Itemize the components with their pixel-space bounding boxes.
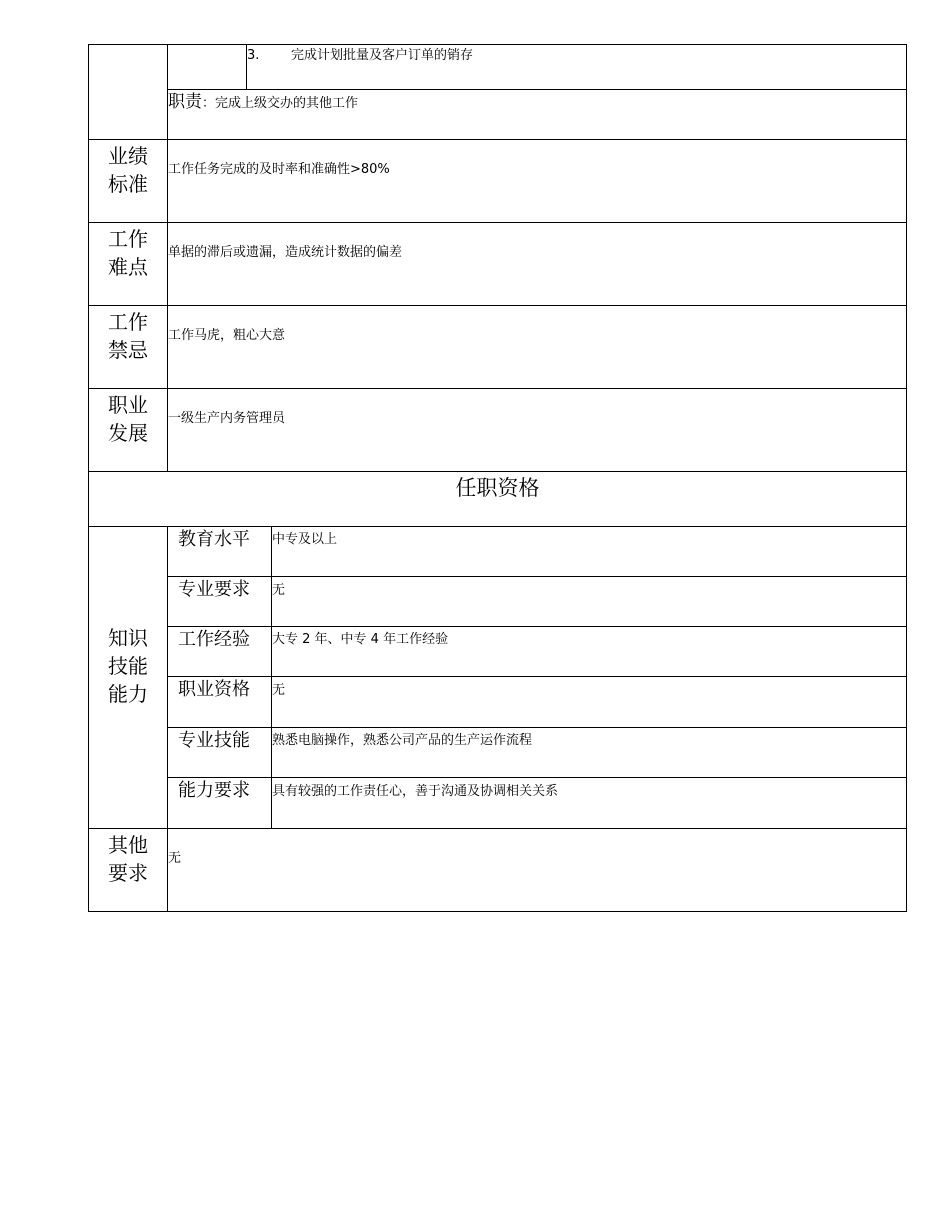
major-requirement-label-cell bbox=[167, 576, 272, 627]
performance-standard-value: 工作任务完成的及时率和准确性>80% bbox=[168, 162, 390, 177]
work-experience-value-cell bbox=[271, 626, 907, 677]
ability-requirement-label-cell bbox=[167, 777, 272, 829]
work-experience-label-cell bbox=[167, 626, 272, 677]
professional-skills-label: 专业技能 bbox=[178, 730, 250, 751]
other-requirements-value: 无 bbox=[168, 851, 182, 866]
professional-qualification-label: 职业资格 bbox=[178, 679, 250, 700]
ability-requirement-value-cell bbox=[271, 777, 907, 829]
other-requirements-label: 其他 要求 bbox=[108, 833, 148, 885]
education-level-value: 中专及以上 bbox=[272, 532, 338, 547]
professional-qualification-value: 无 bbox=[272, 683, 286, 698]
career-development-value: 一级生产内务管理员 bbox=[168, 411, 286, 426]
work-taboo-label: 工作 禁忌 bbox=[108, 310, 148, 362]
other-requirements-value-cell bbox=[167, 828, 907, 912]
duty-item-blank-cell bbox=[167, 44, 247, 90]
duty-other-prefix: 职责 bbox=[168, 92, 202, 112]
work-difficulty-label-cell bbox=[88, 222, 168, 306]
career-development-label: 职业 发展 bbox=[108, 393, 148, 445]
major-requirement-value: 无 bbox=[272, 583, 286, 598]
duty-other-line bbox=[168, 93, 358, 113]
performance-standard-label-cell bbox=[88, 139, 168, 223]
qualifications-title-cell bbox=[88, 471, 907, 527]
duty-item-3-number: 3. bbox=[247, 48, 260, 63]
qualifications-title: 任职资格 bbox=[455, 476, 540, 500]
work-difficulty-value-cell bbox=[167, 222, 907, 306]
ability-requirement-label: 能力要求 bbox=[178, 780, 250, 801]
education-level-value-cell bbox=[271, 526, 907, 577]
other-requirements-label-cell bbox=[88, 828, 168, 912]
professional-qualification-value-cell bbox=[271, 676, 907, 728]
professional-skills-label-cell bbox=[167, 727, 272, 778]
professional-qualification-label-cell bbox=[167, 676, 272, 728]
duty-other-text: ：完成上级交办的其他工作 bbox=[202, 96, 359, 111]
education-level-label-cell bbox=[167, 526, 272, 577]
duty-other-cell bbox=[167, 89, 907, 140]
work-difficulty-value: 单据的滞后或遗漏，造成统计数据的偏差 bbox=[168, 245, 403, 260]
career-development-label-cell bbox=[88, 388, 168, 472]
duty-item-3-text: 完成计划批量及客户订单的销存 bbox=[291, 48, 474, 63]
education-level-label: 教育水平 bbox=[178, 529, 250, 550]
knowledge-skills-label-cell bbox=[88, 526, 168, 829]
work-taboo-label-cell bbox=[88, 305, 168, 389]
work-experience-label: 工作经验 bbox=[178, 629, 250, 650]
major-requirement-label: 专业要求 bbox=[178, 579, 250, 600]
work-difficulty-label: 工作 难点 bbox=[108, 227, 148, 279]
career-development-value-cell bbox=[167, 388, 907, 472]
duties-left-blank-cell bbox=[88, 44, 168, 140]
performance-standard-label: 业绩 标准 bbox=[108, 144, 148, 196]
work-taboo-value: 工作马虎，粗心大意 bbox=[168, 328, 286, 343]
major-requirement-value-cell bbox=[271, 576, 907, 627]
work-experience-value: 大专 2 年、中专 4 年工作经验 bbox=[272, 632, 449, 647]
performance-standard-value-cell bbox=[167, 139, 907, 223]
knowledge-skills-label: 知识 技能 能力 bbox=[108, 626, 148, 706]
professional-skills-value-cell bbox=[271, 727, 907, 778]
professional-skills-value: 熟悉电脑操作，熟悉公司产品的生产运作流程 bbox=[272, 733, 533, 748]
ability-requirement-value: 具有较强的工作责任心，善于沟通及协调相关关系 bbox=[272, 784, 559, 799]
work-taboo-value-cell bbox=[167, 305, 907, 389]
duty-item-3-cell bbox=[246, 44, 907, 90]
